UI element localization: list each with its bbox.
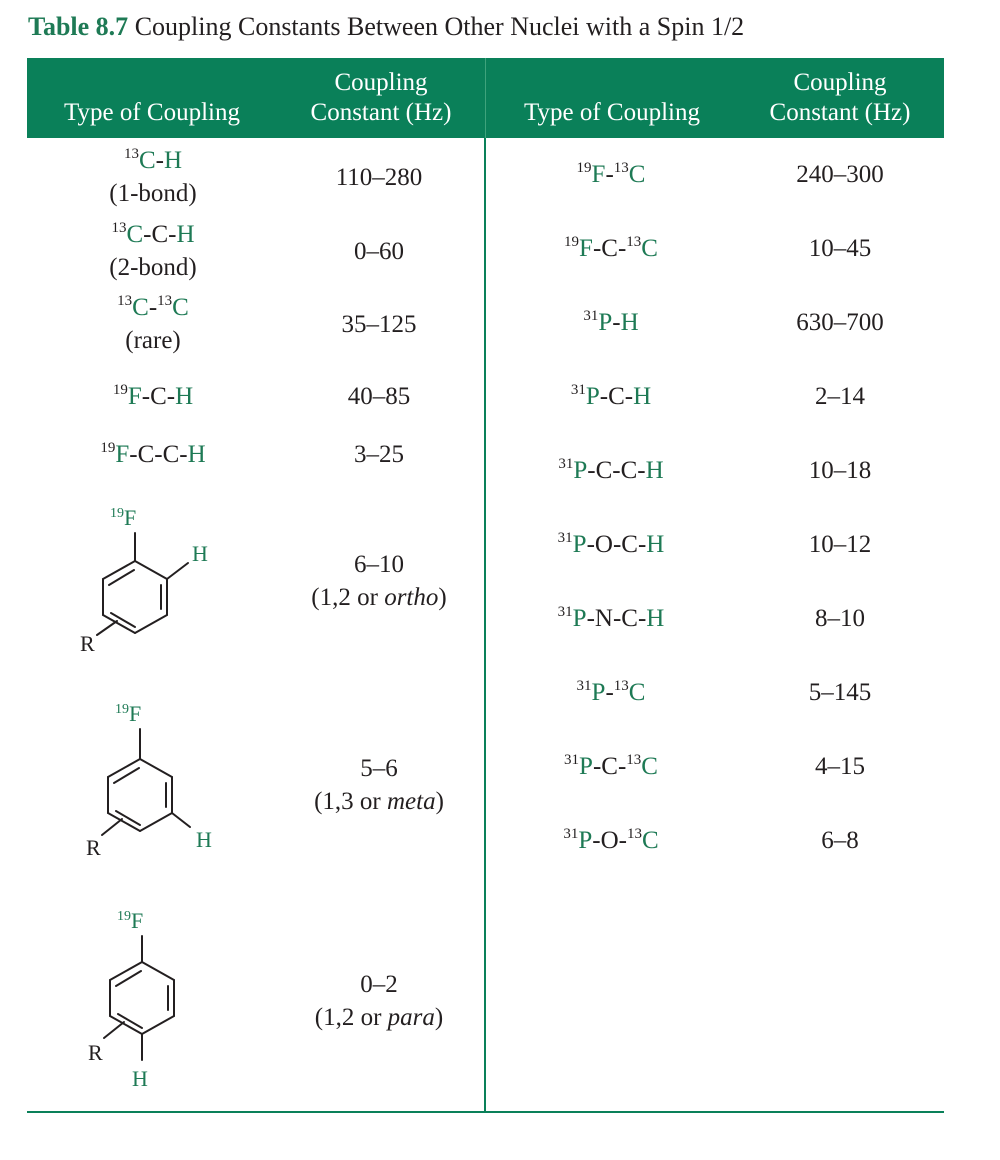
header-constant-right: [740, 68, 940, 128]
nucleus-symbol: F: [591, 161, 606, 188]
nucleus-symbol: C: [641, 235, 658, 262]
nucleus-symbol: C: [641, 753, 658, 780]
isotope-mass: 31: [576, 678, 592, 694]
nucleus-symbol: P: [578, 827, 593, 854]
bond-text: -C-: [141, 383, 176, 410]
structure-r-label: R: [88, 1040, 103, 1065]
isotope-mass: 13: [613, 160, 629, 176]
nucleus-symbol: F: [127, 383, 142, 410]
nucleus-symbol: H: [646, 605, 665, 632]
coupling-value-cell: 240–300: [796, 161, 884, 188]
nucleus-symbol: C: [628, 161, 646, 188]
header-constant-left: [281, 68, 481, 128]
coupling-value-cell: 3–25: [354, 441, 404, 468]
isotope-mass: 13: [626, 826, 642, 842]
coupling-value: 0–2: [360, 971, 398, 998]
coupling-value-cell: 2–14: [815, 383, 865, 410]
isotope-mass: 31: [570, 382, 586, 398]
coupling-note: (rare): [125, 327, 181, 354]
nucleus-symbol: P: [572, 531, 587, 558]
coupling-value: 5–6: [360, 755, 398, 782]
coupling-type-cell: [486, 824, 736, 857]
nucleus-symbol: H: [645, 457, 664, 484]
coupling-note: (2-bond): [109, 254, 197, 281]
isotope-mass: 31: [557, 530, 573, 546]
coupling-type-cell: [486, 602, 736, 635]
coupling-value: 6–10: [354, 551, 404, 578]
bond-text: -C-C-: [129, 441, 188, 468]
nucleus-symbol: C: [641, 827, 659, 854]
nucleus-symbol: C: [138, 147, 156, 174]
aromatic-value-ortho: [279, 548, 479, 614]
table-title: Coupling Constants Between Other Nuclei with a Spin 1/2: [134, 12, 745, 41]
bond-text: -: [605, 161, 614, 188]
bond-text: -: [605, 679, 614, 706]
isotope-mass: 13: [626, 234, 642, 250]
isotope-mass: 13: [613, 678, 629, 694]
header-divider: [485, 58, 486, 138]
structure-f-label: $^{19}$F: [115, 701, 142, 726]
table-bottom-rule: [27, 1111, 944, 1113]
nucleus-symbol: P: [598, 309, 613, 336]
coupling-formula: [28, 144, 278, 177]
coupling-type-cell: [486, 306, 736, 339]
table-caption: [28, 12, 744, 42]
isotope-mass: 19: [100, 440, 116, 456]
nucleus-symbol: H: [633, 383, 652, 410]
bond-text: -N-C-: [586, 605, 647, 632]
isotope-mass: 31: [557, 604, 573, 620]
coupling-type-cell: [28, 218, 278, 284]
coupling-type-cell: [28, 438, 278, 471]
coupling-type-cell: [486, 676, 736, 709]
aromatic-value-para: [279, 968, 479, 1034]
nucleus-symbol: H: [620, 309, 639, 336]
isotope-mass: 19: [112, 382, 128, 398]
isotope-mass: 31: [583, 308, 599, 324]
structure-r-label: R: [80, 631, 95, 656]
nucleus-symbol: H: [176, 221, 195, 248]
bond-text: -C-: [592, 235, 627, 262]
header-constant-right-line1: Coupling: [793, 69, 887, 96]
coupling-type-cell: [28, 291, 278, 357]
coupling-value-cell: 6–8: [821, 827, 859, 854]
isotope-mass: 19: [564, 234, 580, 250]
nucleus-symbol: P: [573, 457, 588, 484]
header-type-left: Type of Coupling: [63, 99, 240, 126]
ortho-fluoro-structure: [60, 495, 240, 665]
bond-text: -: [612, 309, 621, 336]
coupling-value-cell: 5–145: [808, 679, 872, 706]
bond-text: -C-C-: [587, 457, 646, 484]
nucleus-symbol: H: [646, 531, 665, 558]
structure-h-label: H: [192, 541, 208, 566]
isotope-mass: 31: [558, 456, 574, 472]
coupling-value-cell: 0–60: [354, 238, 404, 265]
nucleus-symbol: C: [172, 294, 189, 321]
coupling-value-cell: 10–12: [808, 531, 872, 558]
coupling-value-cell: 10–18: [808, 457, 872, 484]
nucleus-symbol: P: [579, 753, 593, 780]
coupling-type-cell: [486, 232, 736, 265]
aromatic-value-meta: [279, 752, 479, 818]
coupling-value-cell: 8–10: [815, 605, 865, 632]
coupling-type-cell: [486, 454, 736, 487]
isotope-mass: 19: [576, 160, 592, 176]
coupling-type-cell: [486, 750, 736, 783]
coupling-value-cell: 40–85: [347, 383, 411, 410]
coupling-formula: [28, 438, 278, 471]
coupling-value-cell: 4–15: [815, 753, 865, 780]
structure-h-label: H: [196, 827, 212, 852]
structure-f-label: $^{19}$F: [110, 505, 137, 530]
coupling-type-cell: [28, 380, 278, 413]
isotope-mass: 13: [157, 293, 173, 309]
nucleus-symbol: H: [163, 147, 183, 174]
nucleus-symbol: H: [187, 441, 206, 468]
isotope-mass: 13: [626, 752, 642, 768]
coupling-note: (1-bond): [109, 180, 197, 207]
structure-f-label: $^{19}$F: [117, 908, 144, 933]
isotope-mass: 13: [117, 293, 133, 309]
nucleus-symbol: F: [579, 235, 593, 262]
coupling-type-cell: [28, 144, 278, 210]
para-fluoro-structure: [60, 900, 240, 1095]
nucleus-symbol: F: [115, 441, 130, 468]
nucleus-symbol: C: [132, 294, 149, 321]
nucleus-symbol: C: [628, 679, 646, 706]
coupling-formula: [28, 218, 278, 251]
nucleus-symbol: P: [591, 679, 606, 706]
nucleus-symbol: P: [585, 383, 600, 410]
header-constant-left-line1: Coupling: [334, 69, 428, 96]
coupling-qualifier: (1,3 or meta): [314, 788, 444, 815]
bond-text: -C-: [143, 221, 177, 248]
coupling-value-cell: 35–125: [341, 311, 417, 338]
coupling-type-cell: [486, 528, 736, 561]
coupling-qualifier: (1,2 or ortho): [311, 584, 447, 611]
coupling-value-cell: 10–45: [808, 235, 872, 262]
bond-text: -C-: [599, 383, 634, 410]
isotope-mass: 31: [563, 826, 579, 842]
coupling-qualifier: (1,2 or para): [314, 1004, 444, 1031]
bond-text: -C-: [592, 753, 627, 780]
bond-text: -: [155, 147, 164, 174]
header-constant-right-line2: Constant (Hz): [769, 99, 911, 126]
structure-r-label: R: [86, 835, 101, 860]
isotope-mass: 13: [111, 220, 127, 236]
nucleus-symbol: P: [572, 605, 587, 632]
header-constant-left-line2: Constant (Hz): [310, 99, 452, 126]
table-header: [27, 58, 944, 138]
coupling-type-cell: [486, 158, 736, 191]
coupling-type-cell: [486, 380, 736, 413]
coupling-value-cell: 630–700: [796, 309, 884, 336]
bond-text: -: [148, 294, 158, 321]
isotope-mass: 13: [123, 146, 139, 162]
structure-h-label: H: [132, 1066, 148, 1091]
header-type-right: Type of Coupling: [523, 99, 700, 126]
isotope-mass: 31: [564, 752, 580, 768]
coupling-formula: [28, 380, 278, 413]
coupling-formula: [28, 291, 278, 324]
coupling-value-cell: 110–280: [335, 164, 423, 191]
meta-fluoro-structure: [60, 695, 240, 865]
table-number: Table 8.7: [28, 12, 129, 41]
nucleus-symbol: C: [126, 221, 144, 248]
bond-text: -O-: [592, 827, 627, 854]
nucleus-symbol: H: [175, 383, 194, 410]
bond-text: -O-C-: [586, 531, 647, 558]
